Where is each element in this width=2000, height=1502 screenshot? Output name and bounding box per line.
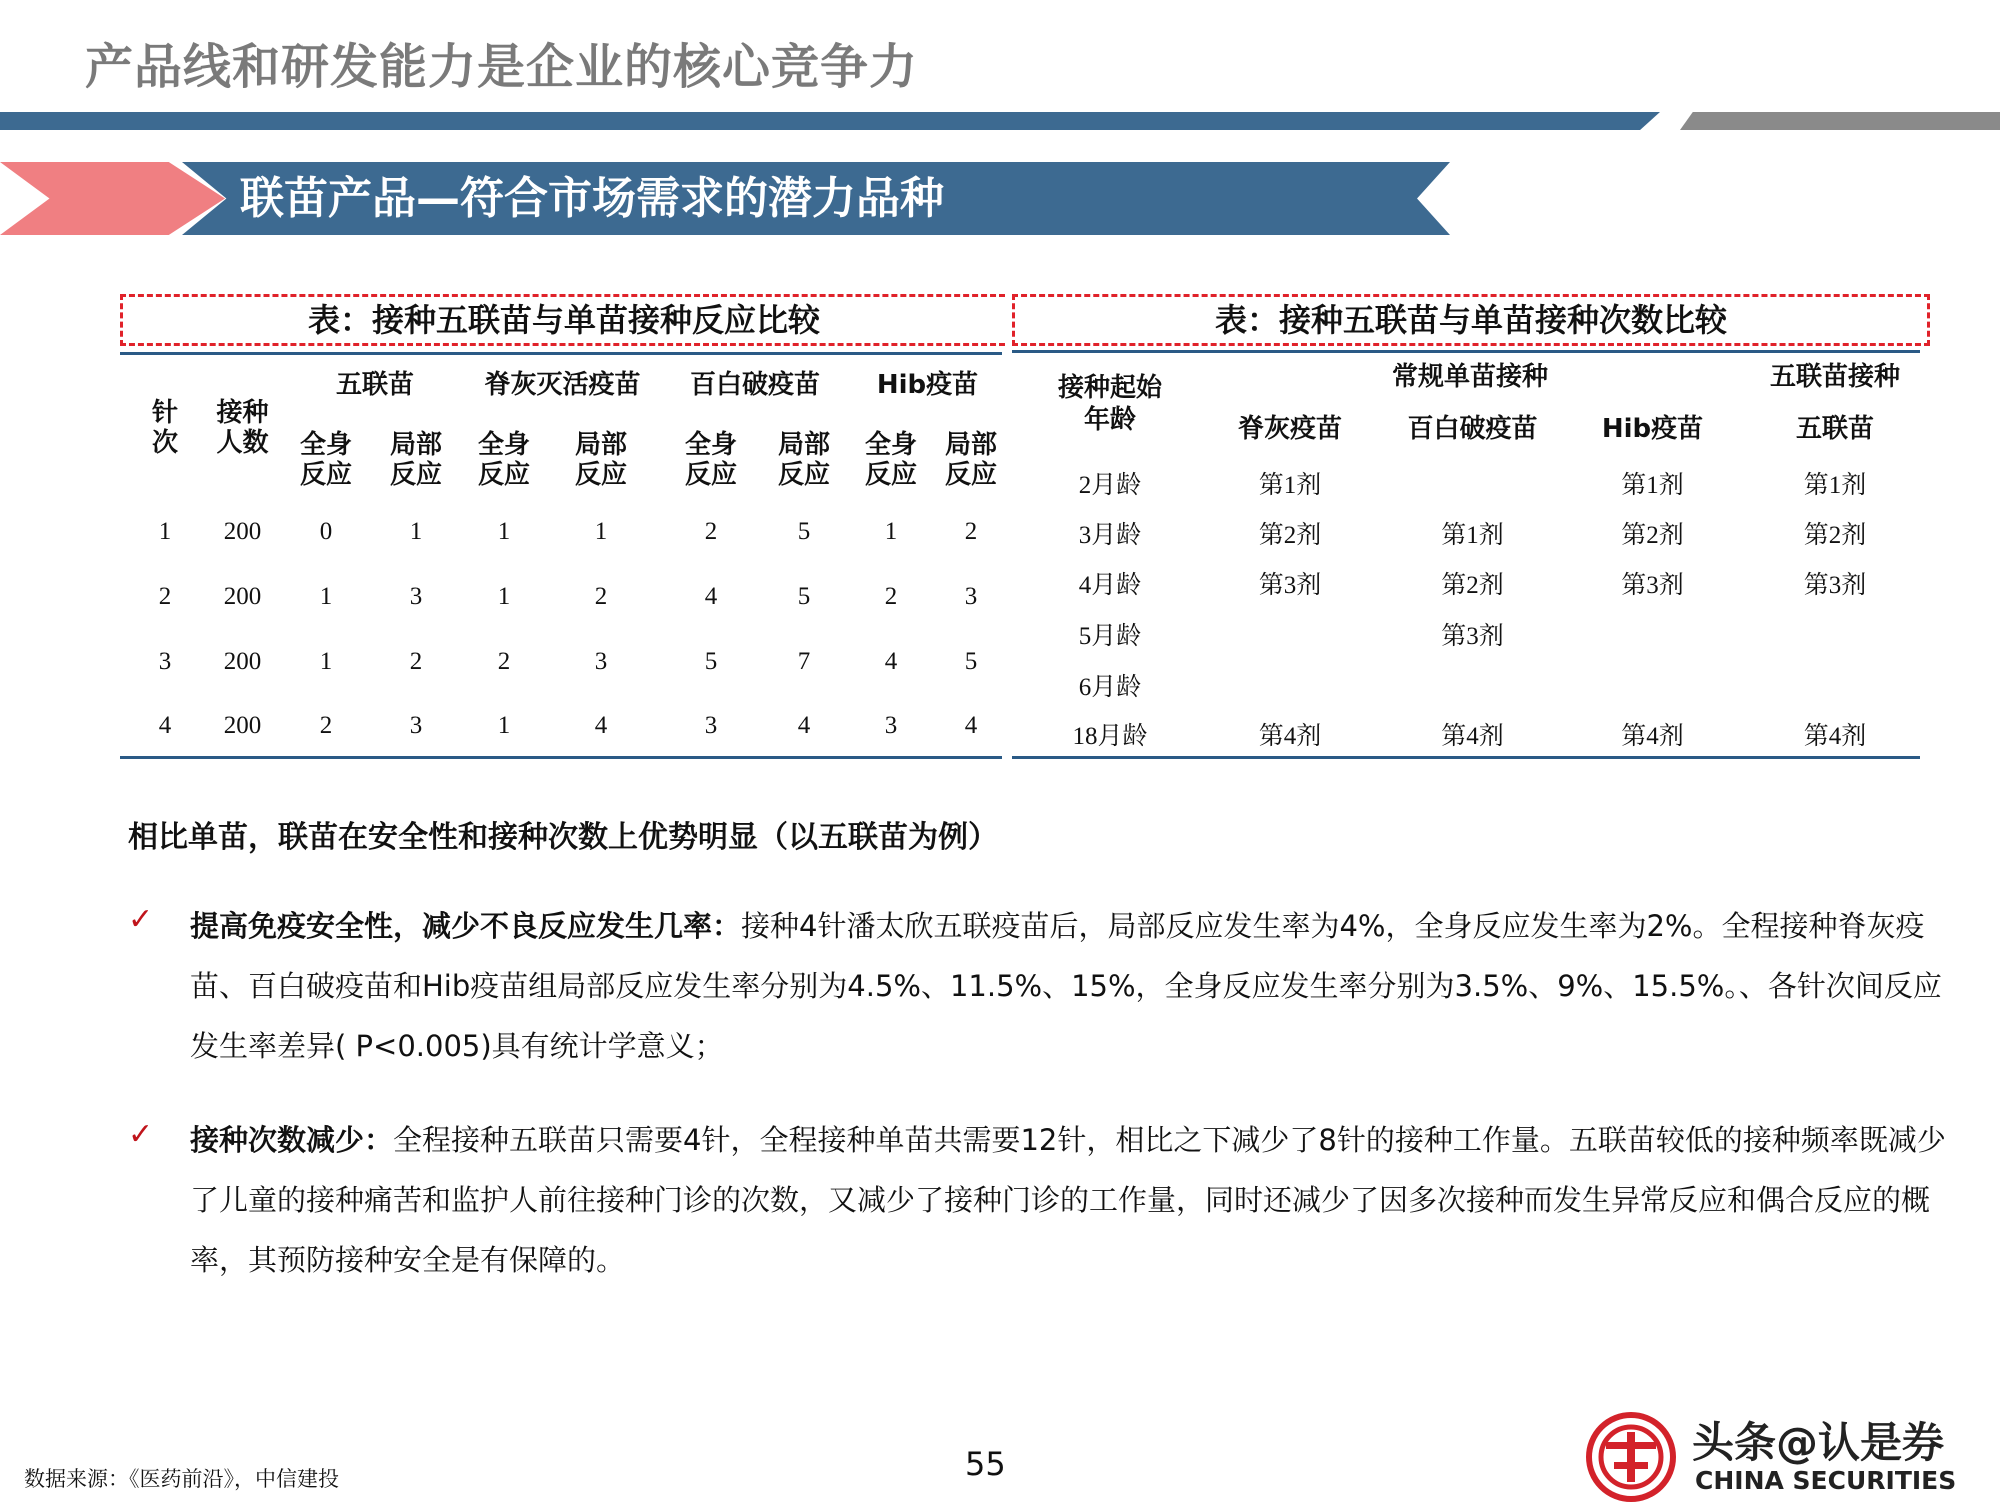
cell-value: 1 <box>884 518 898 545</box>
cell-age: 3月龄 <box>1078 522 1142 549</box>
paragraph-safety-text: 接种4针潘太欣五联疫苗后，局部反应发生率为4%，全身反应发生率为2%。全程接种脊灰疫苗、百白破疫苗和Hib疫苗组局部反应发生率分别为4.5%、11.5%、15%，全身反应发生率分别为3.5%、9%、15.5%。、各针次间反应发生率差异( P<0.005)具有统计学意义； <box>190 909 1942 1063</box>
left-group-dtap: 百白破疫苗 <box>689 370 820 400</box>
cell-value: 第1剂 <box>1621 472 1684 499</box>
left-sub-full: 全身 反应 <box>864 430 917 490</box>
cell-value: 2 <box>409 648 423 675</box>
cell-value: 3 <box>409 712 423 739</box>
paragraph-fewer-doses-text: 全程接种五联苗只需要4针，全程接种单苗共需要12针，相比之下减少了8针的接种工作量。五联苗较低的接种频率既减少了儿童的接种痛苦和监护人前往接种门诊的次数，又减少了接种门诊的工作量，同时还减少了因多次接种而发生异常反应和偶合反应的概率，其预防接种安全是有保障的。 <box>190 1123 1946 1277</box>
logo-chinese-text: 头条@认是券 <box>1692 1418 1945 1467</box>
cell-value: 3 <box>704 712 718 739</box>
cell-value: 4 <box>884 648 898 675</box>
cell-value: 5 <box>797 583 811 610</box>
cell-count: 200 <box>223 518 262 545</box>
left-group-hib: Hib疫苗 <box>876 370 979 400</box>
left-group-ipv: 脊灰灭活疫苗 <box>484 370 641 400</box>
left-col-count: 接种 人数 <box>216 398 269 458</box>
cell-dose: 4 <box>158 712 172 739</box>
left-sub-full: 全身 反应 <box>477 430 530 490</box>
header-band-gray <box>1680 112 2000 130</box>
cell-value: 3 <box>884 712 898 739</box>
cell-value: 1 <box>319 583 333 610</box>
cell-value: 第3剂 <box>1621 572 1684 599</box>
cell-value: 第1剂 <box>1258 472 1322 499</box>
cell-age: 5月龄 <box>1078 623 1142 650</box>
page-title: 产品线和研发能力是企业的核心竞争力 <box>85 39 919 95</box>
cell-value: 7 <box>797 648 811 675</box>
cell-value: 4 <box>797 712 811 739</box>
paragraph-fewer-doses-lead: 接种次数减少： <box>190 1123 394 1157</box>
left-sub-full: 全身 反应 <box>684 430 737 490</box>
cell-value: 第2剂 <box>1441 572 1504 599</box>
checkmark-icon: ✓ <box>128 902 154 937</box>
right-group-single: 常规单苗接种 <box>1391 362 1548 392</box>
cell-value: 2 <box>319 712 333 739</box>
cell-value: 第1剂 <box>1441 522 1504 549</box>
cell-value: 2 <box>704 518 718 545</box>
right-col-age: 接种起始 年龄 <box>1057 373 1162 435</box>
right-col-pentavalent: 五联苗 <box>1795 414 1874 444</box>
cell-dose: 3 <box>158 648 172 675</box>
cell-count: 200 <box>223 583 262 610</box>
paragraph-safety-lead: 提高免疫安全性，减少不良反应发生几率： <box>190 909 742 943</box>
right-group-combo: 五联苗接种 <box>1769 362 1900 392</box>
right-col-hib: Hib疫苗 <box>1601 414 1704 444</box>
cell-value: 第2剂 <box>1621 522 1684 549</box>
summary-heading: 相比单苗，联苗在安全性和接种次数上优势明显（以五联苗为例） <box>128 820 998 855</box>
cell-dose: 2 <box>158 583 172 610</box>
cell-value: 2 <box>964 518 978 545</box>
cell-value: 5 <box>797 518 811 545</box>
left-col-dose: 针 次 <box>151 398 178 458</box>
left-sub-local: 局部 反应 <box>389 430 442 490</box>
cell-age: 18月龄 <box>1072 723 1148 750</box>
header-band-blue <box>0 112 1660 130</box>
banner-title: 联苗产品—符合市场需求的潜力品种 <box>240 173 944 224</box>
cell-value: 1 <box>497 712 511 739</box>
right-table-top-rule <box>1012 350 1920 353</box>
cell-value: 1 <box>409 518 423 545</box>
cell-value: 第4剂 <box>1258 723 1322 750</box>
cell-value: 1 <box>497 518 511 545</box>
right-table-bottom-rule <box>1012 756 1920 759</box>
left-group-pentavalent: 五联苗 <box>335 370 414 400</box>
left-sub-local: 局部 反应 <box>777 430 830 490</box>
cell-value: 5 <box>704 648 718 675</box>
right-table-caption: 表：接种五联苗与单苗接种次数比较 <box>1012 294 1930 346</box>
cell-value: 3 <box>409 583 423 610</box>
cell-value: 0 <box>319 518 333 545</box>
cell-age: 2月龄 <box>1078 472 1142 499</box>
paragraph-safety <box>190 896 1950 1076</box>
cell-value: 第1剂 <box>1803 472 1867 499</box>
china-securities-logo-icon <box>1586 1412 1676 1502</box>
cell-value: 4 <box>704 583 718 610</box>
cell-value: 3 <box>964 583 978 610</box>
cell-value: 1 <box>594 518 608 545</box>
cell-value: 第4剂 <box>1803 723 1867 750</box>
cell-value: 第2剂 <box>1258 522 1322 549</box>
banner-arrow-pink <box>0 162 225 235</box>
cell-value: 第3剂 <box>1803 572 1867 599</box>
cell-value: 4 <box>594 712 608 739</box>
right-col-dtap: 百白破疫苗 <box>1407 414 1538 444</box>
cell-count: 200 <box>223 648 262 675</box>
cell-value: 3 <box>594 648 608 675</box>
left-table-caption: 表：接种五联苗与单苗接种反应比较 <box>120 294 1005 346</box>
left-table-top-rule <box>120 352 1002 355</box>
cell-value: 1 <box>497 583 511 610</box>
cell-count: 200 <box>223 712 262 739</box>
cell-value: 第4剂 <box>1441 723 1504 750</box>
cell-value: 1 <box>319 648 333 675</box>
cell-value: 4 <box>964 712 978 739</box>
left-sub-full: 全身 反应 <box>299 430 352 490</box>
page-number: 55 <box>965 1445 1006 1483</box>
cell-value: 2 <box>594 583 608 610</box>
cell-value: 第2剂 <box>1803 522 1867 549</box>
right-col-ipv: 脊灰疫苗 <box>1237 414 1342 444</box>
left-sub-local: 局部 反应 <box>574 430 627 490</box>
left-table-bottom-rule <box>120 756 1002 759</box>
cell-age: 6月龄 <box>1078 674 1142 701</box>
data-source-note: 数据来源：《医药前沿》，中信建投 <box>24 1467 339 1491</box>
cell-value: 第3剂 <box>1258 572 1322 599</box>
cell-age: 4月龄 <box>1078 572 1142 599</box>
cell-dose: 1 <box>158 518 172 545</box>
left-sub-local: 局部 反应 <box>944 430 997 490</box>
checkmark-icon: ✓ <box>128 1117 154 1152</box>
cell-value: 5 <box>964 648 978 675</box>
cell-value: 2 <box>497 648 511 675</box>
cell-value: 2 <box>884 583 898 610</box>
cell-value: 第3剂 <box>1441 623 1504 650</box>
paragraph-fewer-doses <box>190 1110 1950 1290</box>
logo-english-text: CHINA SECURITIES <box>1695 1466 1957 1495</box>
cell-value: 第4剂 <box>1621 723 1684 750</box>
